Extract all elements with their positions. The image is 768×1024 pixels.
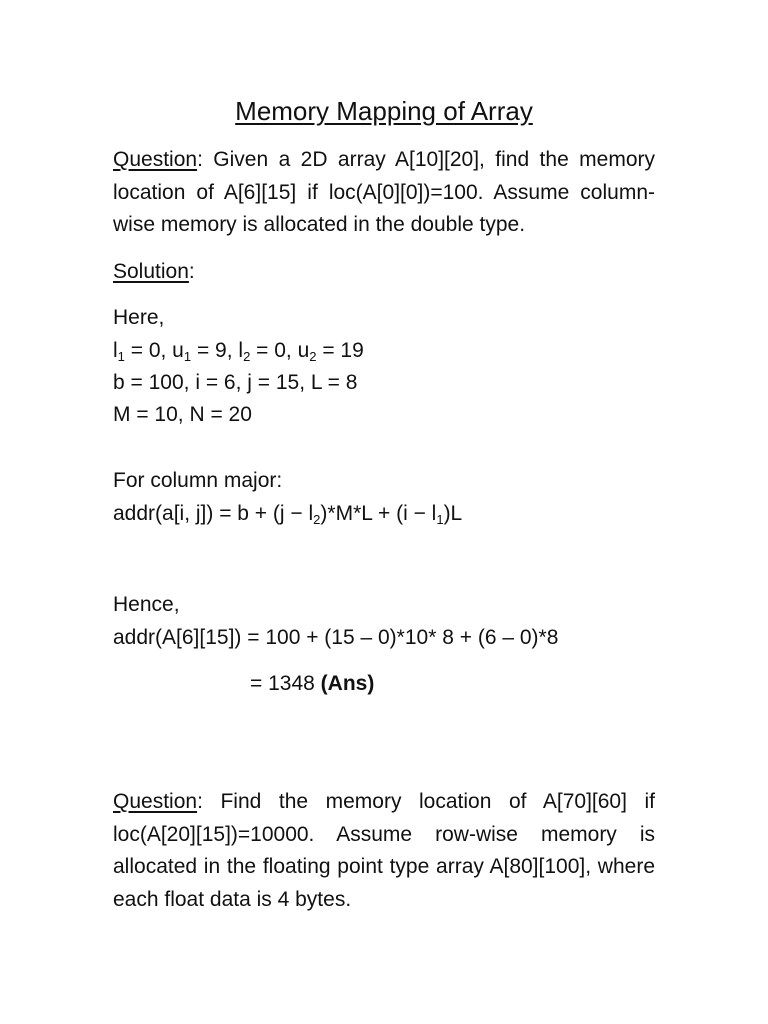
question-1 <box>113 144 655 242</box>
question-2 <box>113 786 655 916</box>
question-2-text: : Find the memory location of A[70][60] if loc(A[20][15])=10000. Assume row-wise memory is allocated in the floating point type array A[80][100], where each float data is 4 bytes. <box>113 790 655 911</box>
question-1-label: Question <box>113 148 198 171</box>
question-2-label: Question <box>113 790 198 813</box>
solution-values-line: b = 100, i = 6, j = 15, L = 8 <box>113 371 358 394</box>
question-1-text: : Given a 2D array A[10][20], find the memory location of A[6][15] if loc(A[0][0])=100. Assume column-wise memory is allocated in the double type. <box>113 148 655 236</box>
result-value: = 1348 <box>250 672 321 695</box>
hence-label: Hence, <box>113 593 180 616</box>
column-major-heading: For column major: <box>113 469 283 492</box>
result-line <box>250 671 374 697</box>
solution-here: Here, <box>113 306 165 329</box>
answer-marker: (Ans) <box>320 672 375 695</box>
column-major-formula: addr(a[i, $j]) = b + (j - l_2)*M*L + (i - l_1)L$ <box>113 502 463 527</box>
solution-heading: Solution: <box>113 260 195 283</box>
solution-label: Solution <box>113 260 189 283</box>
solution-dims-line: M = 10, N = 20 <box>113 403 252 426</box>
page-title: Memory Mapping of Array <box>235 96 533 126</box>
calculation-line: addr(A[6][15]) = 100 + (15 – 0)*10* 8 + (6 – 0)*8 <box>113 626 559 649</box>
solution-bounds-line: $l_1 = 0$, $u_1 = 9$, $l_2 = 0$, $u_2 = 19$ <box>113 339 364 364</box>
